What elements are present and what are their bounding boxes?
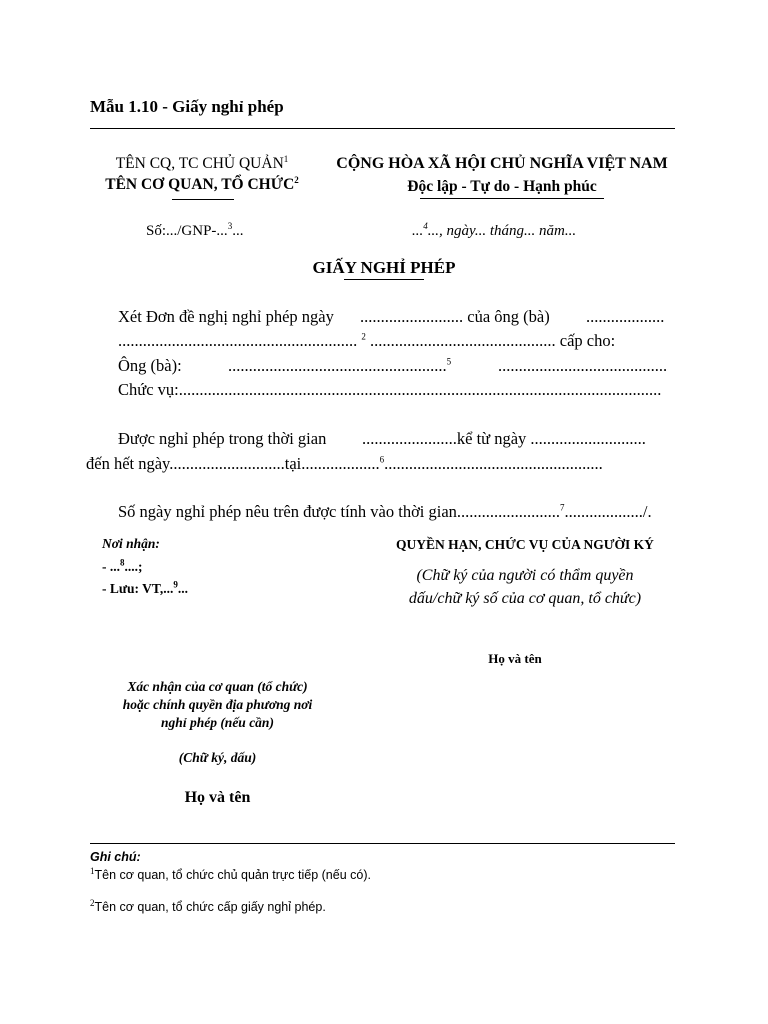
top-divider: [90, 128, 675, 129]
recipient-item: - ...$^8$....;: [102, 557, 143, 574]
leave-period-label: Được nghỉ phép trong thời gian: [118, 429, 327, 448]
footnote-divider: [90, 843, 675, 844]
issuer-line: .......................................................... $^2$ ............................................. cấp cho:: [118, 331, 616, 350]
signer-name: Họ và tên: [488, 651, 542, 666]
leave-count-line: Số ngày nghỉ phép nêu trên được tính vào thời gian.........................$^7$.................../.: [118, 502, 652, 521]
recipient-name-fill: .....................................................$^5$: [228, 356, 452, 375]
form-label: Mẫu 1.10 - Giấy nghỉ phép: [90, 97, 284, 116]
leave-start-line: .......................kể từ ngày ............................: [362, 429, 646, 448]
signer-title: QUYỀN HẠN, CHỨC VỤ CỦA NGƯỜI KÝ: [396, 537, 654, 552]
document-number: Số:.../GNP-...$^3$...: [146, 221, 244, 239]
issuing-agency: TÊN CƠ QUAN, TỔ CHỨC$^2$: [105, 174, 299, 193]
position-line: Chức vụ:.....................................................................................................................: [118, 380, 662, 399]
national-title: CỘNG HÒA XÃ HỘI CHỦ NGHĨA VIỆT NAM: [336, 155, 668, 172]
recipient-name-label: Ông (bà):: [118, 356, 182, 375]
notes-label: Ghi chú:: [90, 850, 141, 864]
title-underline: [344, 279, 424, 280]
document-title: GIẤY NGHỈ PHÉP: [312, 258, 456, 277]
confirmation-name: Họ và tên: [184, 789, 251, 806]
national-motto: Độc lập - Tự do - Hạnh phúc: [407, 178, 597, 195]
request-person-line: ......................... của ông (bà): [360, 307, 550, 326]
confirmation-sign-note: (Chữ ký, dấu): [178, 750, 257, 765]
signer-note-line2: dấu/chữ ký số của cơ quan, tổ chức): [408, 590, 642, 607]
request-date-line: Xét Đơn đề nghị nghỉ phép ngày: [118, 307, 334, 326]
confirmation-line3: nghỉ phép (nếu cần): [161, 715, 274, 730]
request-person-fill: ...................: [586, 307, 665, 326]
signer-note-line1: (Chữ ký của người có thẩm quyền: [416, 567, 634, 584]
confirmation-line2: hoặc chính quyền địa phương nơi: [122, 697, 313, 712]
footnote-1: $^1$Tên cơ quan, tổ chức chủ quản trực tiếp (nếu có).: [90, 865, 371, 882]
parent-agency: TÊN CQ, TC CHỦ QUẢN$^1$: [115, 153, 289, 172]
footnote-2: $^2$Tên cơ quan, tổ chức cấp giấy nghỉ phép.: [90, 897, 326, 914]
confirmation-line1: Xác nhận của cơ quan (tổ chức): [127, 679, 308, 694]
place-date: ...$^4$..., ngày... tháng... năm...: [412, 221, 577, 239]
agency-underline: [172, 199, 234, 200]
recipient-name-extra: .........................................: [498, 356, 668, 375]
recipients-label: Nơi nhận:: [102, 536, 160, 551]
motto-underline: [420, 198, 604, 199]
archive-item: - Lưu: VT,...$^9$...: [102, 579, 188, 596]
leave-end-line: đến hết ngày............................tại...................$^6$.....................................................: [86, 454, 603, 473]
